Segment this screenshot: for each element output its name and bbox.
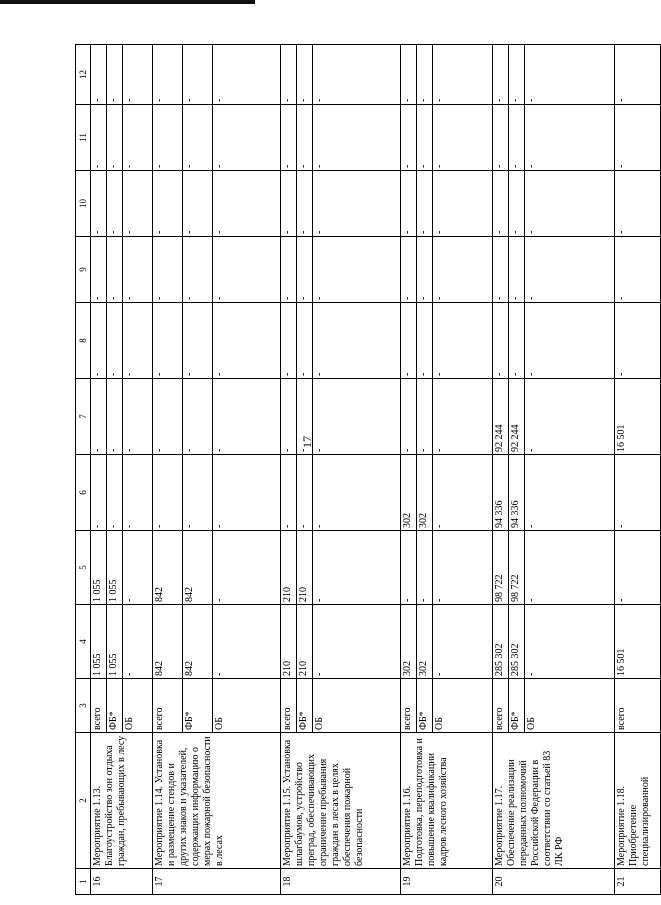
amount-cell: - [123,531,153,605]
amount-cell: - [153,303,183,379]
amount-cell: - [417,171,433,237]
row-number: 17 [153,869,281,895]
table-body [76,45,661,895]
amount-cell: - [433,45,493,105]
amount-cell: - [615,45,661,105]
amount-cell: - [493,303,509,379]
amount-cell: - [183,455,213,531]
amount-cell: - [509,105,525,171]
amount-cell: - [615,531,661,605]
amount-cell: - [509,237,525,303]
amount-cell: - [525,237,615,303]
amount-cell: - [183,105,213,171]
measure-name: Мероприятие 1.18. Приобретение специализированной [615,733,661,869]
amount-cell: - [281,379,297,455]
amount-cell: - [153,379,183,455]
row-number: 21 [615,869,661,895]
amount-cell: - [417,379,433,455]
amount-cell: - [91,237,107,303]
column-header: 3 [76,679,91,733]
row-number: 19 [401,869,493,895]
amount-cell: - [417,303,433,379]
amount-cell: - [123,237,153,303]
amount-cell: - [525,455,615,531]
measure-name: Мероприятие 1.14. Установка и размещение стендов и других знаков и указателей, содержащих информацию о мерах пожарной безопасности в лесах [153,733,281,869]
amount-cell: - [401,105,417,171]
amount-cell: - [417,105,433,171]
amount-cell: - [123,455,153,531]
funding-source: ОБ [525,679,615,733]
column-header: 6 [76,455,91,531]
row-number: 16 [91,869,153,895]
amount-cell: 92 244 [493,379,509,455]
amount-cell: - [401,237,417,303]
amount-cell: - [213,455,281,531]
amount-cell: - [401,171,417,237]
funding-source: ФБ* [297,679,313,733]
amount-cell: - [183,171,213,237]
measure-name: Мероприятие 1.13. Благоустройство зон отдыха граждан, пребывающих в лесу [91,733,153,869]
amount-cell: - [313,237,401,303]
funding-source: всего [401,679,417,733]
amount-cell: - [433,303,493,379]
amount-cell: - [297,171,313,237]
funding-source: ФБ* [183,679,213,733]
table-row [153,45,183,895]
amount-cell: - [297,455,313,531]
amount-cell: - [123,605,153,679]
amount-cell: - [91,171,107,237]
amount-cell: - [213,237,281,303]
amount-cell: - [91,45,107,105]
funding-source: всего [493,679,509,733]
amount-cell: 1 055 [91,531,107,605]
amount-cell: - [509,45,525,105]
measure-name: Мероприятие 1.16. Подготовка, переподготовка и повышение квалификации кадров лесного хозяйства [401,733,493,869]
amount-cell: 302 [417,455,433,531]
amount-cell: - [123,303,153,379]
amount-cell: - [281,171,297,237]
amount-cell: - [297,45,313,105]
amount-cell: - [313,605,401,679]
table-row [493,45,509,895]
amount-cell: 842 [153,605,183,679]
funding-source: ОБ [433,679,493,733]
amount-cell: - [107,455,123,531]
amount-cell: 210 [281,605,297,679]
scan-edge-mark [0,0,255,4]
amount-cell: 210 [281,531,297,605]
amount-cell: - [313,105,401,171]
amount-cell: - [213,171,281,237]
amount-cell: - [417,45,433,105]
amount-cell: - [281,455,297,531]
funding-source: всего [615,679,661,733]
amount-cell: - [615,237,661,303]
amount-cell: - [401,45,417,105]
amount-cell: - [615,455,661,531]
amount-cell: 94 336 [493,455,509,531]
amount-cell: - [153,45,183,105]
amount-cell: 210 [297,605,313,679]
amount-cell: - [493,171,509,237]
amount-cell: - [153,455,183,531]
amount-cell: - [123,379,153,455]
funding-source: ОБ [123,679,153,733]
amount-cell: - [615,171,661,237]
amount-cell: - [281,45,297,105]
amount-cell: - [281,303,297,379]
amount-cell: - [493,45,509,105]
row-number: 20 [493,869,615,895]
funding-table [75,44,661,895]
column-header: 10 [76,171,91,237]
amount-cell: - [313,45,401,105]
amount-cell: - [433,605,493,679]
amount-cell: - [281,105,297,171]
column-header: 1 [76,869,91,895]
amount-cell: - [107,379,123,455]
table-row [281,45,297,895]
amount-cell: - [213,45,281,105]
amount-cell: - [401,379,417,455]
funding-source: ФБ* [107,679,123,733]
amount-cell: 285 302 [493,605,509,679]
amount-cell: - [313,455,401,531]
funding-source: ОБ [313,679,401,733]
amount-cell: - [433,105,493,171]
page-number: 17 [300,436,314,448]
amount-cell: - [213,105,281,171]
amount-cell: - [183,45,213,105]
amount-cell: - [401,531,417,605]
amount-cell: 94 336 [509,455,525,531]
funding-source: всего [281,679,297,733]
amount-cell: - [313,379,401,455]
table-header-row [76,45,91,895]
amount-cell: - [123,171,153,237]
column-header: 2 [76,733,91,869]
amount-cell: - [313,303,401,379]
amount-cell: - [153,171,183,237]
amount-cell: - [107,105,123,171]
amount-cell: - [281,237,297,303]
amount-cell: - [213,605,281,679]
amount-cell: - [183,379,213,455]
measure-name: Мероприятие 1.17. Обеспечение реализации переданных полномочий Российской Федерации в соответствии со статьей 83 ЛК РФ [493,733,615,869]
amount-cell: 842 [183,531,213,605]
measure-name: Мероприятие 1.15. Установка шлагбаумов, устройство преград, обеспечивающих ограничение пребывания граждан в лесах в целях обеспечения пожарной безопасности [281,733,401,869]
amount-cell: - [433,455,493,531]
amount-cell: - [91,455,107,531]
amount-cell: - [313,531,401,605]
amount-cell: 302 [417,605,433,679]
amount-cell: - [433,379,493,455]
amount-cell: - [297,303,313,379]
amount-cell: - [525,45,615,105]
funding-source: ФБ* [417,679,433,733]
column-header: 12 [76,45,91,105]
amount-cell: - [401,303,417,379]
amount-cell: 842 [153,531,183,605]
column-header: 4 [76,605,91,679]
funding-source: ОБ [213,679,281,733]
column-header: 11 [76,105,91,171]
amount-cell: - [433,237,493,303]
amount-cell: - [525,105,615,171]
amount-cell: 98 722 [493,531,509,605]
amount-cell: - [107,303,123,379]
amount-cell: 210 [297,531,313,605]
funding-source: всего [91,679,107,733]
column-header: 9 [76,237,91,303]
table-row [615,45,661,895]
table-row [91,45,107,895]
amount-cell: - [297,105,313,171]
amount-cell: - [107,237,123,303]
amount-cell: 92 244 [509,379,525,455]
amount-cell: - [525,379,615,455]
amount-cell: - [493,105,509,171]
amount-cell: 842 [183,605,213,679]
amount-cell: - [615,105,661,171]
column-header: 8 [76,303,91,379]
amount-cell: - [91,379,107,455]
amount-cell: - [417,237,433,303]
amount-cell: - [313,171,401,237]
amount-cell: 302 [401,455,417,531]
amount-cell: - [123,45,153,105]
amount-cell: - [433,171,493,237]
column-header: 5 [76,531,91,605]
amount-cell: - [183,237,213,303]
amount-cell: 16 501 [615,605,661,679]
amount-cell: - [107,45,123,105]
column-header: 7 [76,379,91,455]
amount-cell: - [153,237,183,303]
amount-cell: - [433,531,493,605]
amount-cell: - [525,531,615,605]
amount-cell: - [509,171,525,237]
amount-cell: 1 055 [107,531,123,605]
amount-cell: - [91,105,107,171]
amount-cell: - [153,105,183,171]
amount-cell: 1 055 [107,605,123,679]
amount-cell: 302 [401,605,417,679]
funding-source: ФБ* [509,679,525,733]
amount-cell: - [91,303,107,379]
amount-cell: - [417,531,433,605]
amount-cell: - [525,303,615,379]
amount-cell: - [493,237,509,303]
amount-cell: - [107,171,123,237]
amount-cell: - [297,379,313,455]
amount-cell: - [213,379,281,455]
amount-cell: - [123,105,153,171]
funding-source: всего [153,679,183,733]
amount-cell: - [525,171,615,237]
amount-cell: 1 055 [91,605,107,679]
amount-cell: - [213,303,281,379]
amount-cell: 98 722 [509,531,525,605]
table-row [401,45,417,895]
amount-cell: - [183,303,213,379]
amount-cell: - [525,605,615,679]
amount-cell: - [213,531,281,605]
amount-cell: - [297,237,313,303]
amount-cell: - [509,303,525,379]
amount-cell: 16 501 [615,379,661,455]
row-number: 18 [281,869,401,895]
amount-cell: - [615,303,661,379]
amount-cell: 285 302 [509,605,525,679]
